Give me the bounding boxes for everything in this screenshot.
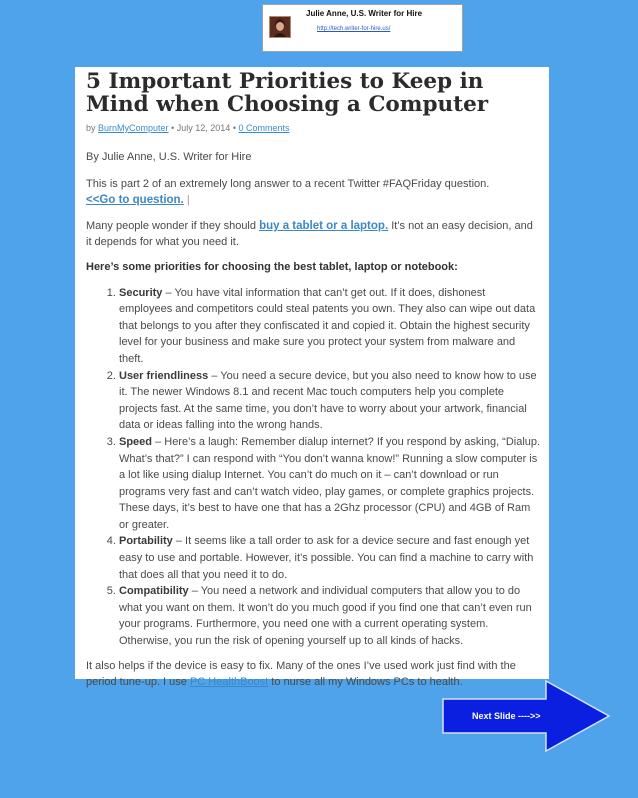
priority-term: User friendliness: [119, 369, 209, 382]
closing-text-post: to nurse all my Windows PCs to health.: [268, 676, 463, 689]
meta-by: by: [86, 123, 96, 133]
article-meta: [86, 123, 290, 133]
next-slide-label: Next Slide ---->>: [472, 711, 541, 721]
priority-term: Security: [119, 286, 163, 299]
meta-comments-link[interactable]: 0 Comments: [238, 123, 290, 133]
list-item: [119, 583, 541, 649]
article-byline: By Julie Anne, U.S. Writer for Hire: [86, 151, 252, 163]
closing-text-pre: It also helps if the device is easy to fix. Many of the ones I’ve used work just find with the period tune-up. I use: [86, 659, 516, 689]
author-name: Julie Anne, U.S. Writer for Hire: [306, 9, 423, 18]
priority-text: – You have vital information that can’t get out. If it does, dishonest employees and competitors could steal patents you own. They also can wipe out data that belongs to you after they confiscated it and copied it. Obtain the highest security level for your business and make sure you protect your system from malware and theft.: [119, 286, 536, 365]
pc-healthboost-link[interactable]: PC HealthBoost: [189, 676, 269, 689]
author-avatar: [269, 16, 291, 38]
priority-text: – You need a network and individual computers that allow you to do what you want on them. It won’t do you much good if you find one that can’t even run your programs. Furthermore, you need one with a current operating system. Otherwise, you run the risk of opening yourself up to all kinds of hacks.: [119, 585, 532, 648]
author-card: [262, 4, 463, 52]
meta-date: July 12, 2014: [176, 123, 231, 133]
priority-text: – It seems like a tall order to ask for a device secure and fast enough yet easy to use and portable. However, it’s possible. You can find a machine to carry with that does all that you need it to do.: [119, 535, 534, 581]
many-text-post: It’s not an easy decision, and it depends for what you need it.: [86, 219, 533, 249]
priority-term: Speed: [119, 435, 153, 448]
priority-term: Compatibility: [119, 585, 189, 598]
meta-separator: •: [171, 123, 175, 133]
priority-term: Portability: [119, 535, 173, 548]
priorities-heading: Here’s some priorities for choosing the best tablet, laptop or notebook:: [86, 260, 458, 273]
list-item: [119, 434, 541, 534]
next-slide-button[interactable]: [442, 680, 610, 752]
article-title: 5 Important Priorities to Keep in Mind when Choosing a Computer: [86, 69, 489, 117]
article-body: [86, 149, 541, 691]
author-url-link[interactable]: http://tech.writer-for-hire.us/: [317, 26, 391, 32]
go-to-question-link[interactable]: <<Go to question.: [86, 194, 184, 207]
many-paragraph: [86, 218, 541, 251]
priority-text: – Here’s a laugh: Remember dialup internet? If you respond by asking, “Dialup. What’s that?” I can respond with “You don’t wanna know!” Running a slow computer is a lot like using dialup Internet. You can’t do much on it – can’t download or run programs very fast and can’t watch video, play games, or complete graphics projects. These days, it’s best to have one that has a 2Ghz processor (CPU) and 4GB of Ram or greater.: [119, 435, 541, 531]
go-pipe: |: [186, 194, 190, 207]
list-item: [119, 533, 541, 583]
tablet-laptop-link[interactable]: buy a tablet or a laptop.: [259, 219, 389, 232]
article-screenshot: [75, 67, 549, 689]
priority-text: – You need a secure device, but you also need to know how to use it. The newer Windows 8.1 and recent Mac touch computers help you complete projects fast. At the same time, you don’t have to worry about your artwork, financial data or ideas falling into the wrong hands.: [119, 369, 537, 432]
priorities-list: [86, 285, 541, 650]
intro-paragraph: [86, 176, 541, 209]
intro-text: This is part 2 of an extremely long answer to a recent Twitter #FAQFriday question.: [86, 177, 490, 190]
list-item: [119, 285, 541, 368]
meta-separator: •: [232, 123, 236, 133]
many-text-pre: Many people wonder if they should: [86, 219, 260, 232]
list-item: [119, 368, 541, 434]
meta-author-link[interactable]: BurnMyComputer: [98, 123, 169, 133]
